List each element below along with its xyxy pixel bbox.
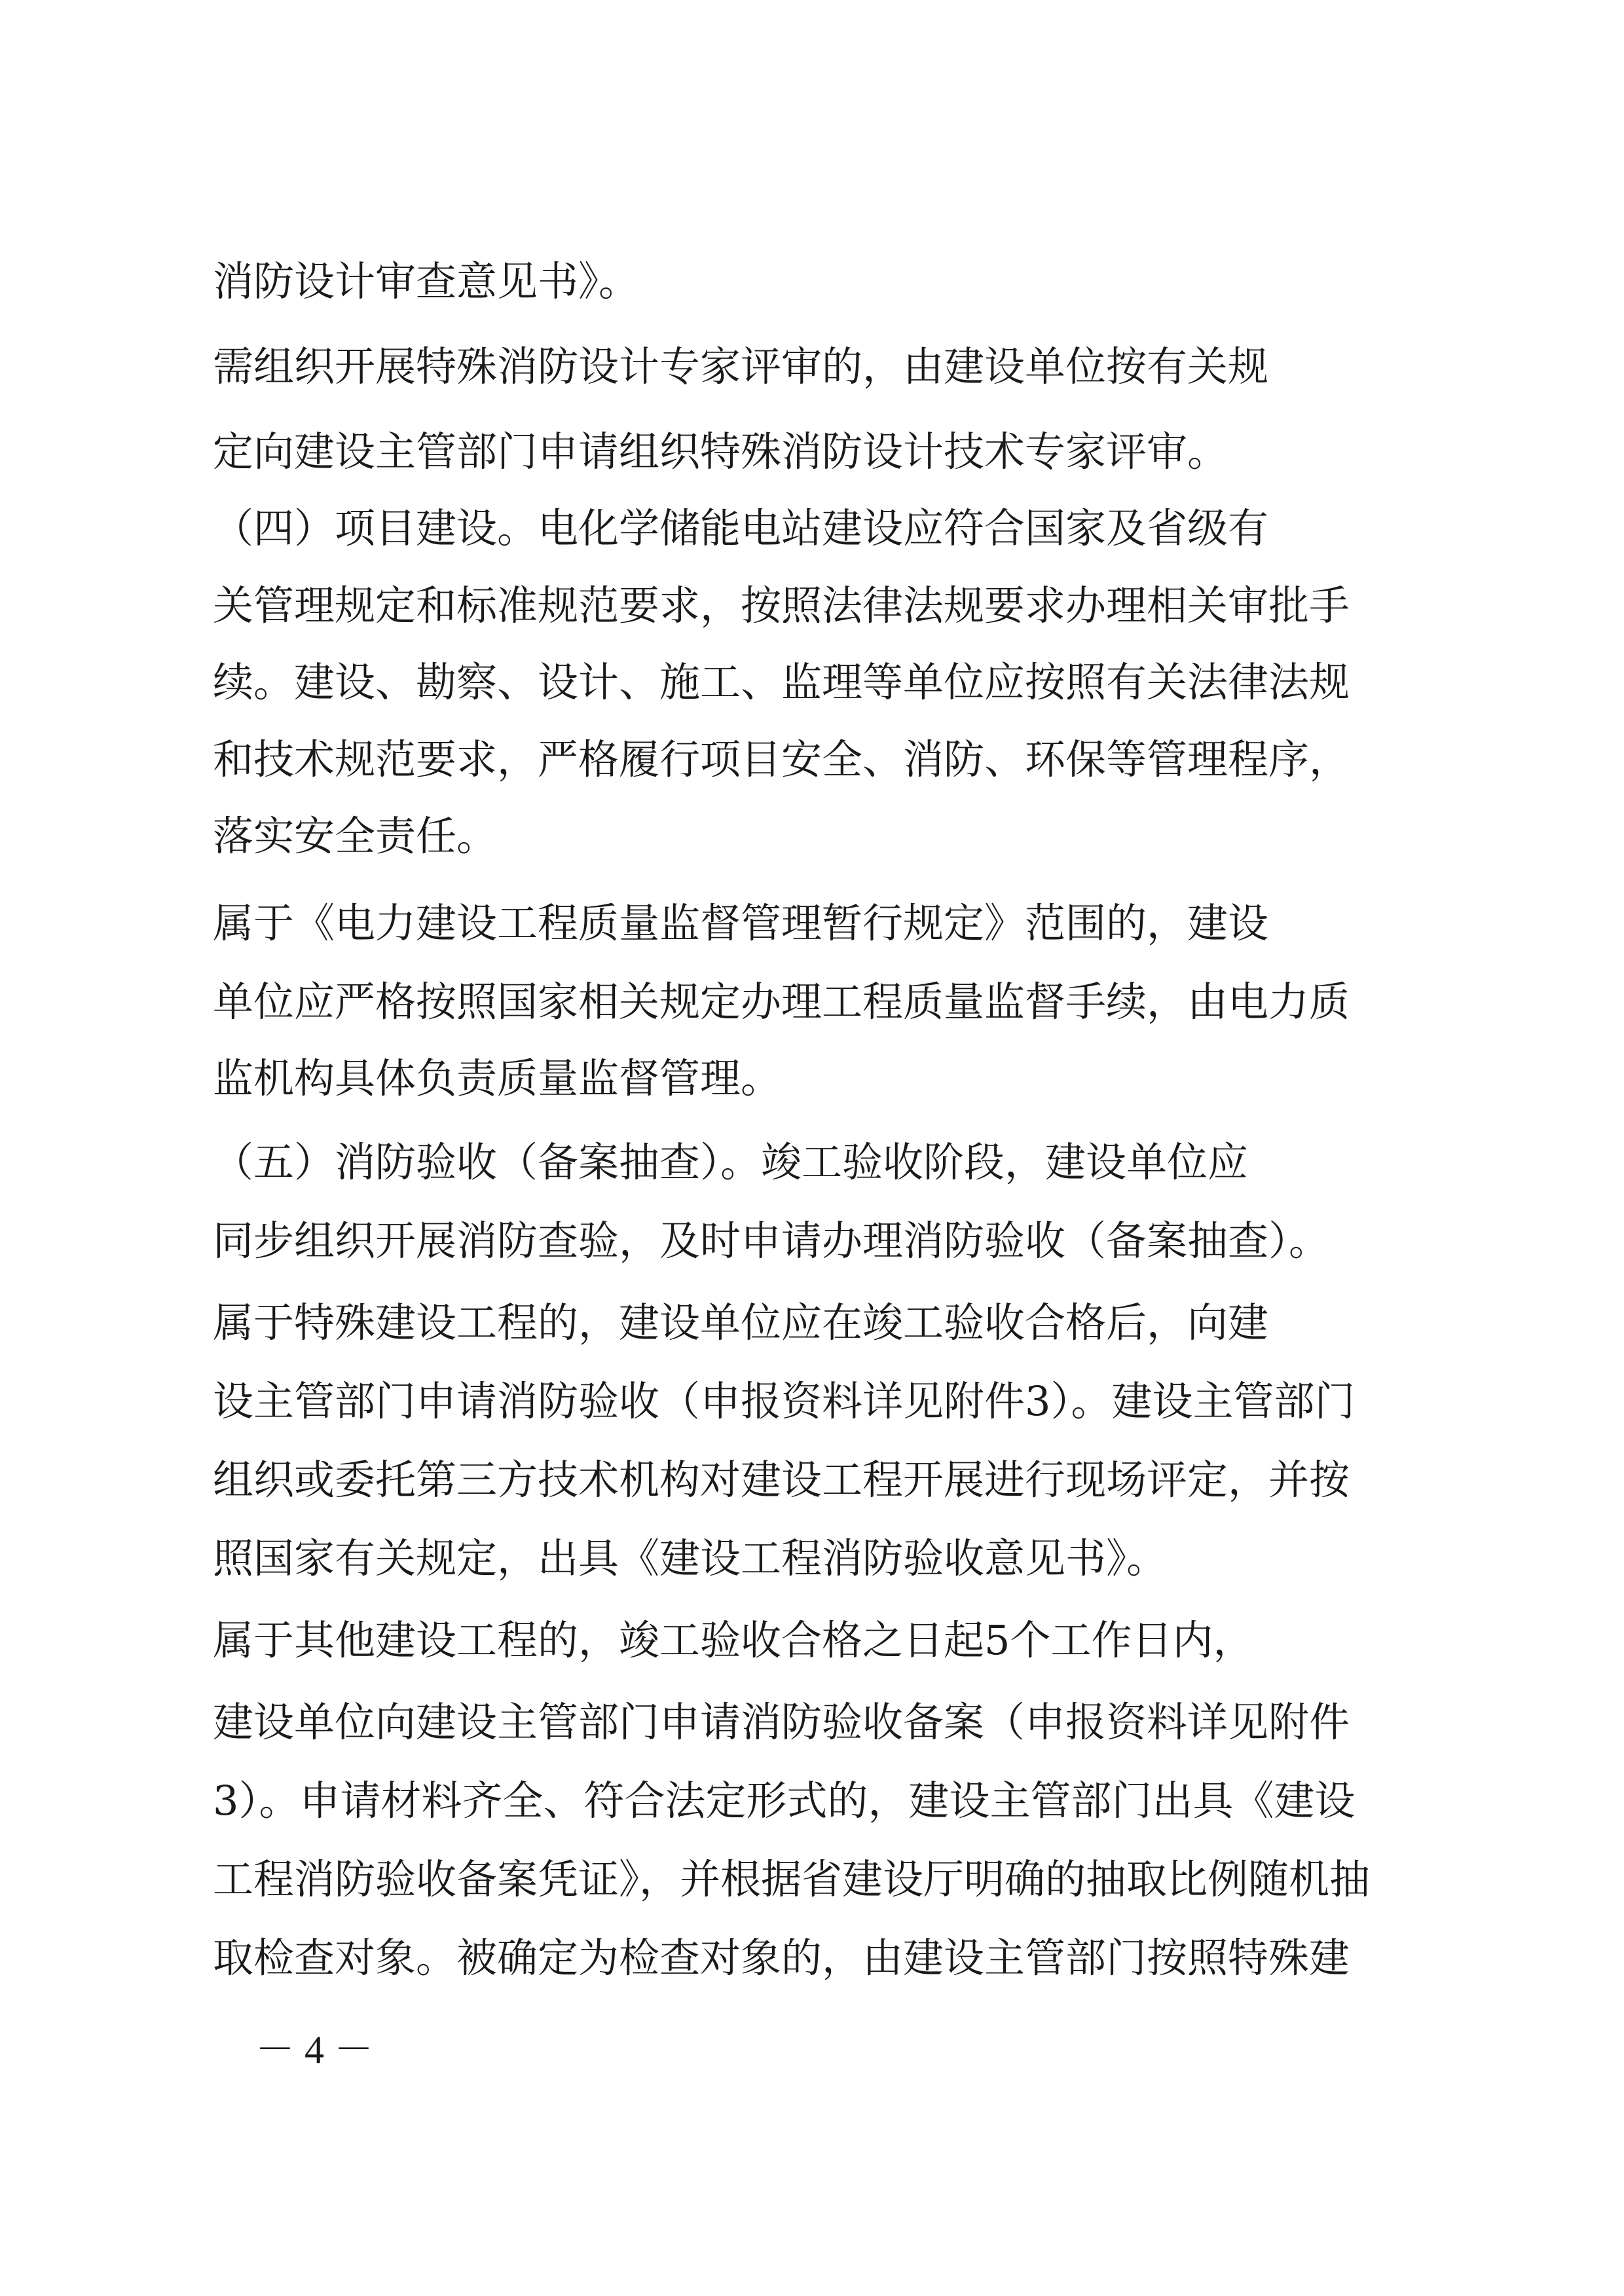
- text-line: 属于其他建设工程的，竣工验收合格之日起5个工作日内，: [213, 1616, 1254, 1664]
- text-line: 需组织开展特殊消防设计专家评审的，由建设单位按有关规: [213, 343, 1269, 390]
- text-line: 监机构具体负责质量监督管理。: [213, 1054, 782, 1102]
- text-line: 落实安全责任。: [213, 812, 498, 860]
- text-line: 组织或委托第三方技术机构对建设工程开展进行现场评定，并按: [213, 1456, 1350, 1504]
- text-line: 建设单位向建设主管部门申请消防验收备案（申报资料详见附件: [213, 1698, 1350, 1746]
- text-line: 单位应严格按照国家相关规定办理工程质量监督手续，由电力质: [213, 978, 1350, 1026]
- text-line: 和技术规范要求，严格履行项目安全、消防、环保等管理程序，: [213, 735, 1350, 783]
- text-line: 属于特殊建设工程的，建设单位应在竣工验收合格后，向建: [213, 1299, 1269, 1346]
- text-line: 属于《电力建设工程质量监督管理暂行规定》范围的，建设: [213, 899, 1269, 947]
- text-line: 设主管部门申请消防验收（申报资料详见附件3）。建设主管部门: [213, 1377, 1356, 1425]
- text-line: （四）项目建设。电化学储能电站建设应符合国家及省级有: [213, 504, 1269, 552]
- text-line: 照国家有关规定，出具《建设工程消防验收意见书》。: [213, 1534, 1168, 1582]
- text-line: 续。建设、勘察、设计、施工、监理等单位应按照有关法律法规: [213, 658, 1350, 706]
- text-line: 定向建设主管部门申请组织特殊消防设计技术专家评审。: [213, 428, 1228, 475]
- text-line: 工程消防验收备案凭证》，并根据省建设厅明确的抽取比例随机抽: [213, 1855, 1371, 1903]
- text-line: 取检查对象。被确定为检查对象的，由建设主管部门按照特殊建: [213, 1934, 1350, 1982]
- page-number: － 4 －: [255, 2028, 373, 2071]
- text-line: （五）消防验收（备案抽查）。竣工验收阶段，建设单位应: [213, 1138, 1249, 1186]
- text-line: 3）。申请材料齐全、符合法定形式的，建设主管部门出具《建设: [213, 1777, 1356, 1824]
- text-line: 关管理规定和标准规范要求，按照法律法规要求办理相关审批手: [213, 582, 1350, 629]
- text-line: 消防设计审查意见书》。: [213, 257, 640, 305]
- text-line: 同步组织开展消防查验，及时申请办理消防验收（备案抽查）。: [213, 1217, 1330, 1265]
